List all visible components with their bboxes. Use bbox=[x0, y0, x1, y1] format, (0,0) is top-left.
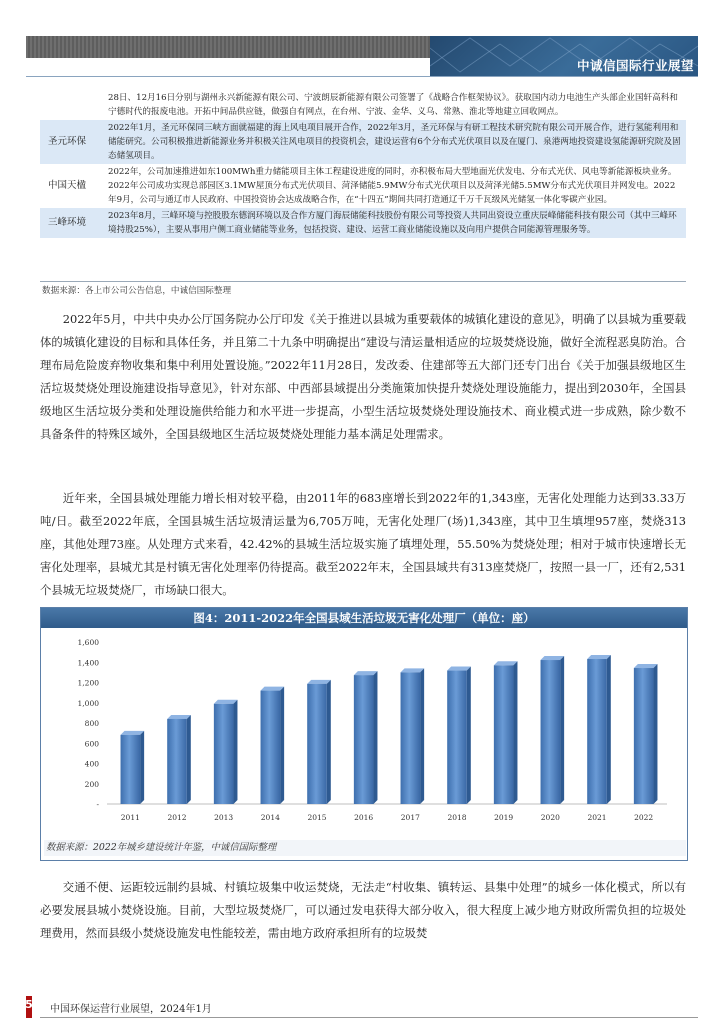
bar-side-face bbox=[280, 687, 284, 804]
bar-2022 bbox=[634, 668, 654, 804]
figure-title: 图4：2011-2022年全国县域生活垃圾无害化处理厂（单位：座） bbox=[41, 608, 687, 628]
bar-side-face bbox=[327, 680, 331, 804]
bar-side-face bbox=[607, 655, 611, 804]
table-row bbox=[40, 164, 686, 208]
footer-rule bbox=[40, 1017, 698, 1018]
bar-top-face bbox=[121, 731, 145, 735]
table-source: 数据来源：各上市公司公告信息，中诚信国际整理 bbox=[42, 286, 232, 296]
x-tick-label: 2020 bbox=[540, 813, 560, 822]
bar-side-face bbox=[560, 656, 564, 804]
company-name: 三峰环境 bbox=[40, 208, 96, 238]
company-description: 2022年，公司加速推进如东100MWh重力储能项目主体工程建设进度的同时，亦积极布局大型地面光伏发电、分布式光伏、风电等新能源板块业务。2022年公司成功实现总部园区3.1MW屋顶分布式光伏项目、菏泽储能5.9MW分布式光伏项目以及菏泽光储5.5MW分布式光伏项目并网发电。2022年9月，公司与通辽市人民政府、中国投资协会达成战略合作，在“十四五”期间共同打造通辽千万千瓦级风光储氢一体化零碳产业园。 bbox=[108, 167, 677, 205]
bar-top-face bbox=[634, 664, 658, 668]
bar-2021 bbox=[587, 659, 607, 804]
company-name: 圣元环保 bbox=[40, 120, 96, 164]
bar-2014 bbox=[261, 691, 281, 804]
footer-text: 中国环保运营行业展望，2024年1月 bbox=[50, 1004, 212, 1015]
y-tick-label: 1,600 bbox=[77, 638, 99, 647]
bar-2020 bbox=[541, 660, 561, 804]
page-number: 5 bbox=[25, 998, 33, 1011]
table-row bbox=[40, 208, 686, 238]
bar-side-face bbox=[467, 667, 471, 804]
bar-top-face bbox=[307, 680, 331, 684]
bar-top-face bbox=[494, 661, 518, 665]
figure-source: 数据来源：2022年城乡建设统计年鉴，中诚信国际整理 bbox=[44, 840, 686, 856]
brand-title: 中诚信国际行业展望 bbox=[576, 58, 694, 73]
bar-top-face bbox=[541, 656, 565, 660]
y-tick-label: 1,000 bbox=[77, 698, 99, 708]
bar-side-face bbox=[233, 700, 237, 804]
company-name bbox=[40, 90, 96, 120]
bar-top-face bbox=[214, 700, 238, 704]
bar-2015 bbox=[307, 684, 327, 804]
company-description: 2022年1月，圣元环保同三峡方面就福建的海上风电项目展开合作，2022年3月，圣元环保与有研工程技术研究院有限公司开展合作，进行氢能利用和储能研究。公司积极推进新能源业务并积极关注风电项目的投资机会，建设运营有6个分布式光伏项目以及在厦门、泉港两地投资建设氢能源研究院及固态储氢项目。 bbox=[96, 120, 686, 164]
y-tick-label: 200 bbox=[84, 779, 99, 789]
bar-side-face bbox=[513, 661, 517, 804]
bar-side-face bbox=[653, 664, 657, 804]
y-tick-label: 600 bbox=[84, 739, 99, 749]
company-name: 中国天楹 bbox=[47, 180, 86, 191]
paragraph-small-incinerators: 交通不便、运距较远制约县城、村镇垃圾集中收运焚烧，无法走“村收集、镇转运、县集中处理”的城乡一体化模式，所以有必要发展县城小焚烧设施。目前，大型垃圾焚烧厂，可以通过发电获得大部分收入，很大程度上减少地方财政所需负担的垃圾处理费用，然而县级小焚烧设施发电性能较差，需由地方政府承担所有的垃圾焚 bbox=[40, 880, 686, 940]
bar-2012 bbox=[167, 719, 187, 804]
x-tick-label: 2018 bbox=[447, 813, 467, 822]
bar-top-face bbox=[401, 668, 425, 672]
bar-chart bbox=[41, 628, 687, 840]
bar-top-face bbox=[354, 671, 378, 675]
y-tick-label: 400 bbox=[84, 759, 99, 769]
paragraph-county-policy: 2022年5月，中共中央办公厅国务院办公厅印发《关于推进以县城为重要载体的城镇化建设的意见》，明确了以县城为重要载体的城镇化建设的目标和具体任务，并且第二十九条中明确提出“建设与清运量相适应的垃圾焚烧设施，做好全流程恶臭防治。合理布局危险废弃物收集和集中利用处置设施。”2022年11月28日，发改委、住建部等五大部门还专门出台《关于加强县级地区生活垃圾焚烧处理设施建设指导意见》，针对东部、中西部县域提出分类施策加快提升焚烧处理设施能力，提出到2030年，全国县级地区生活垃圾分类和处理设施供给能力和水平进一步提高，小型生活垃圾焚烧处理设施技术、商业模式进一步成熟，除少数不具备条件的特殊区域外，全国县级地区生活垃圾焚烧处理能力基本满足处理需求。 bbox=[40, 312, 686, 441]
x-tick-label: 2015 bbox=[307, 813, 327, 822]
bar-2013 bbox=[214, 704, 234, 804]
bar-side-face bbox=[187, 715, 191, 804]
table-row bbox=[40, 90, 686, 120]
company-table bbox=[40, 90, 686, 238]
bar-side-face bbox=[373, 671, 377, 804]
table-row bbox=[40, 120, 686, 164]
bar-side-face bbox=[140, 731, 144, 804]
x-tick-label: 2022 bbox=[634, 813, 654, 822]
y-tick-label: - bbox=[96, 800, 99, 809]
x-tick-label: 2017 bbox=[400, 813, 420, 822]
paragraph-county-capacity: 近年来，全国县城处理能力增长相对较平稳，由2011年的683座增长到2022年的1,343座，无害化处理能力达到33.33万吨/日。截至2022年底，全国县城生活垃圾清运量为6,705万吨，无害化处理厂(场)1,343座，其中卫生填埋957座，焚烧313座，其他处理73座。从处理方式来看，42.42%的县城生活垃圾实施了填埋处理，55.50%为焚烧处理；相对于城市快速增长无害化处理率，县城尤其是村镇无害化处理率仍待提高。截至2022年末，全国县域共有313座焚烧厂，按照一县一厂，还有2,531个县城无垃圾焚烧厂，市场缺口很大。 bbox=[40, 491, 686, 597]
bar-2011 bbox=[121, 735, 141, 804]
x-tick-label: 2014 bbox=[260, 813, 280, 822]
bar-2017 bbox=[401, 672, 421, 804]
bar-2018 bbox=[447, 671, 467, 804]
x-tick-label: 2016 bbox=[354, 813, 374, 822]
bar-top-face bbox=[447, 667, 471, 671]
y-tick-label: 1,200 bbox=[77, 678, 99, 688]
table-bottom-rule bbox=[40, 281, 686, 282]
header-rule bbox=[26, 76, 698, 77]
bar-top-face bbox=[167, 715, 191, 719]
x-tick-label: 2012 bbox=[167, 813, 187, 822]
x-tick-label: 2019 bbox=[494, 813, 514, 822]
x-tick-label: 2011 bbox=[120, 813, 140, 822]
company-description: 2023年8月，三峰环境与控股股东德润环境以及合作方厦门海辰储能科技股份有限公司等投资人共同出资设立重庆辰峰储能科技有限公司（其中三峰环境持股25%），主要从事用户侧工商业储能等业务，包括投资、建设、运营工商业储能设施以及向用户提供合同能源管理服务等。 bbox=[96, 208, 686, 238]
company-description: 28日、12月16日分别与湖州永兴新能源有限公司、宁波朗辰新能源有限公司签署了《战略合作框架协议》。获取国内动力电池生产头部企业国轩高科和宁德时代的报废电池。开拓中间品供应链，做强自有网点，在台州、宁波、金华、义乌、常熟、淮北等地建立回收网点。 bbox=[108, 93, 678, 117]
figure-4 bbox=[40, 607, 688, 861]
x-tick-label: 2013 bbox=[214, 813, 234, 822]
bar-top-face bbox=[261, 687, 285, 691]
bar-top-face bbox=[587, 655, 611, 659]
y-tick-label: 1,400 bbox=[77, 658, 99, 668]
y-tick-label: 800 bbox=[84, 719, 99, 728]
bar-side-face bbox=[420, 668, 424, 804]
x-tick-label: 2021 bbox=[587, 813, 607, 822]
bar-2016 bbox=[354, 675, 374, 804]
bar-2019 bbox=[494, 665, 514, 804]
